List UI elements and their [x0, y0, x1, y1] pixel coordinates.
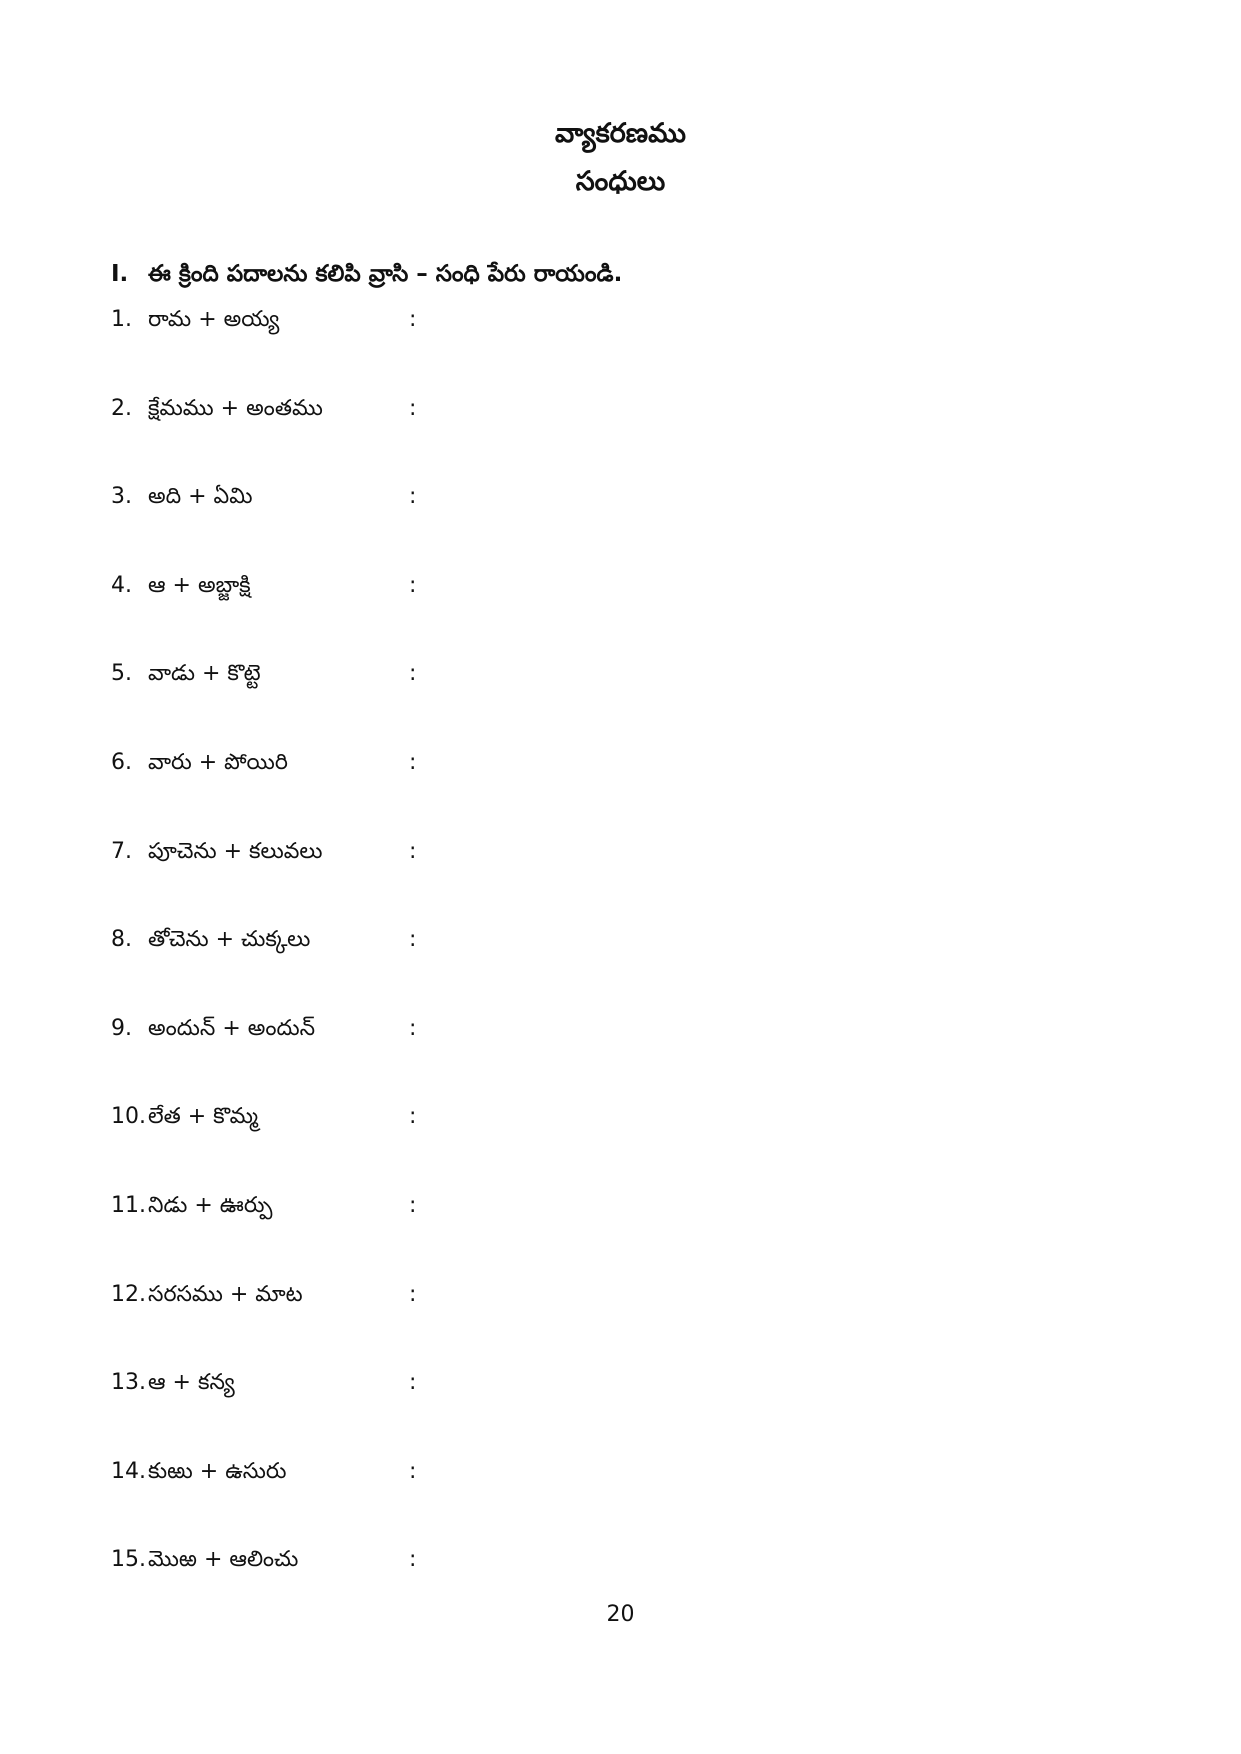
list-item — [111, 924, 611, 1013]
item-number: 2. — [111, 395, 132, 421]
answer-separator: : — [409, 1458, 417, 1484]
answer-separator: : — [409, 1281, 417, 1307]
item-number: 4. — [111, 572, 132, 598]
answer-separator: : — [409, 927, 417, 953]
item-text: నిడు + ఊర్పు — [148, 1192, 273, 1218]
item-text: మొఱ + ఆలించు — [148, 1547, 299, 1573]
item-text: వాడు + కొట్టె — [148, 661, 261, 687]
list-item — [111, 304, 611, 393]
exercise-list — [111, 304, 611, 1633]
item-text: కుఱు + ఉసురు — [148, 1458, 287, 1484]
item-text: ఆ + అబ్జాక్షి — [148, 572, 251, 598]
list-item — [111, 1013, 611, 1102]
item-number: 13. — [111, 1370, 146, 1396]
page-subtitle: సంధులు — [575, 166, 666, 197]
item-text: లేత + కొమ్మ — [148, 1104, 259, 1130]
answer-separator: : — [409, 1104, 417, 1130]
list-item — [111, 658, 611, 747]
item-text: అందున్ + అందున్ — [148, 1015, 316, 1041]
item-text: రామ + అయ్య — [148, 307, 280, 332]
item-number: 9. — [111, 1015, 132, 1041]
list-item — [111, 1190, 611, 1279]
list-item — [111, 481, 611, 570]
section-number: I. — [111, 261, 129, 287]
list-item — [111, 393, 611, 482]
answer-separator: : — [409, 484, 417, 510]
answer-separator: : — [409, 395, 417, 421]
page-number: 20 — [606, 1602, 635, 1627]
section-instruction: ఈ క్రింది పదాలను కలిపి వ్రాసి – సంధి పేరు రాయండి. — [148, 261, 623, 287]
item-text: సరసము + మాట — [148, 1281, 303, 1307]
item-number: 11. — [111, 1192, 146, 1218]
item-number: 10. — [111, 1104, 146, 1130]
item-text: ఆ + కన్య — [148, 1370, 235, 1396]
page-title: వ్యాకరణము — [555, 118, 686, 149]
item-text: పూచెను + కలువలు — [148, 838, 323, 864]
answer-separator: : — [409, 572, 417, 598]
answer-separator: : — [409, 661, 417, 687]
item-number: 3. — [111, 484, 132, 510]
answer-separator: : — [409, 1015, 417, 1041]
item-number: 14. — [111, 1458, 146, 1484]
section-heading — [111, 258, 622, 290]
item-number: 5. — [111, 661, 132, 687]
answer-separator: : — [409, 838, 417, 864]
item-text: క్షేమము + అంతము — [148, 395, 323, 421]
item-number: 6. — [111, 749, 132, 775]
item-text: తోచెను + చుక్కలు — [148, 927, 311, 953]
item-number: 7. — [111, 838, 132, 864]
answer-separator: : — [409, 1370, 417, 1396]
answer-separator: : — [409, 307, 417, 332]
answer-separator: : — [409, 1547, 417, 1573]
item-number: 8. — [111, 927, 132, 953]
answer-separator: : — [409, 749, 417, 775]
list-item — [111, 836, 611, 925]
list-item — [111, 1101, 611, 1190]
list-item — [111, 1279, 611, 1368]
list-item — [111, 1456, 611, 1545]
list-item — [111, 1367, 611, 1456]
item-number: 12. — [111, 1281, 146, 1307]
list-item — [111, 747, 611, 836]
answer-separator: : — [409, 1192, 417, 1218]
item-number: 15. — [111, 1547, 146, 1573]
item-number: 1. — [111, 307, 132, 332]
list-item — [111, 570, 611, 659]
item-text: వారు + పోయిరి — [148, 749, 288, 775]
item-text: అది + ఏమి — [148, 484, 253, 510]
